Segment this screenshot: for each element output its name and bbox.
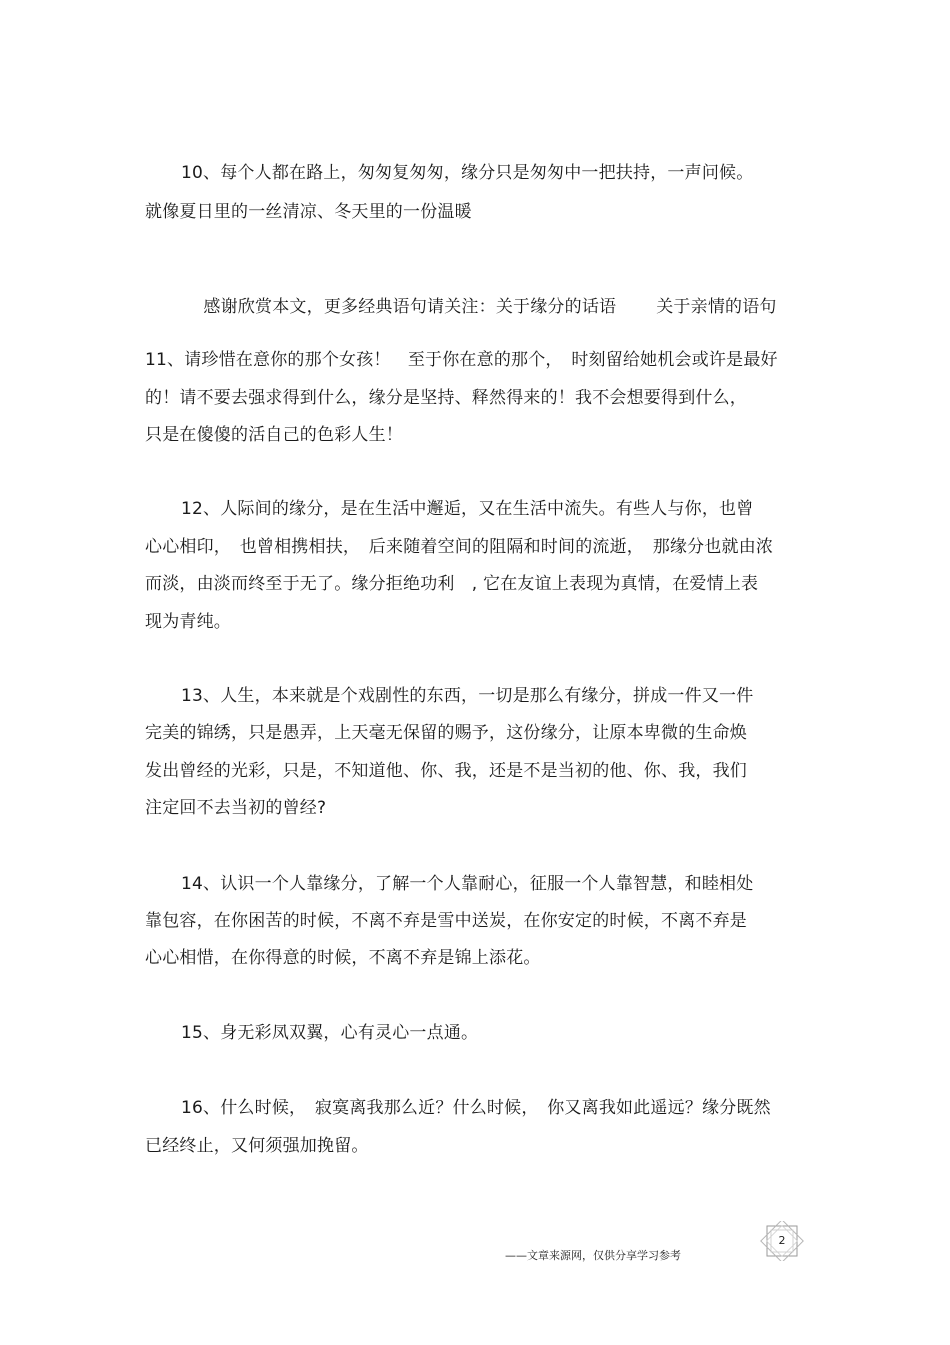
footer-source-note: ——文章来源网，仅供分享学习参考: [505, 1249, 681, 1262]
paragraph-13-line-1: 13、人生，本来就是个戏剧性的东西，一切是那么有缘分，拼成一件又一件: [181, 686, 754, 706]
paragraph-16-line-1: 16、什么时候， 寂寞离我那么近？什么时候， 你又离我如此遥远？缘分既然: [181, 1098, 771, 1118]
related-link-qinqing[interactable]: 关于亲情的语句: [656, 297, 777, 317]
paragraph-12-line-4: 现为青纯。: [145, 612, 231, 632]
thanks-text: 感谢欣赏本文，更多经典语句请关注：: [203, 297, 496, 317]
page-number-badge: [759, 1221, 805, 1261]
paragraph-12-line-3: 而淡，由淡而终至于无了。缘分拒绝功利 , 它在友谊上表现为真情，在爱情上表: [145, 574, 759, 594]
paragraph-16-line-2: 已经终止，又何须强加挽留。: [145, 1136, 369, 1156]
paragraph-10-line-1: 10、每个人都在路上，匆匆复匆匆，缘分只是匆匆中一把扶持，一声问候。: [181, 163, 754, 183]
page-number: 2: [778, 1234, 786, 1247]
paragraph-13-line-2: 完美的锦绣，只是愚弄，上天毫无保留的赐予，这份缘分，让原本卑微的生命焕: [145, 723, 747, 743]
paragraph-15-line-1: 15、身无彩凤双翼，心有灵心一点通。: [181, 1023, 479, 1043]
thanks-line: [181, 274, 777, 340]
paragraph-14-line-3: 心心相惜，在你得意的时候，不离不弃是锦上添花。: [145, 948, 541, 968]
related-link-yuanfen[interactable]: 关于缘分的话语: [495, 297, 617, 317]
paragraph-10-line-2: 就像夏日里的一丝清凉、冬天里的一份温暖: [145, 202, 472, 222]
paragraph-14-line-2: 靠包容，在你困苦的时候，不离不弃是雪中送炭，在你安定的时候，不离不弃是: [145, 911, 747, 931]
paragraph-12-line-2: 心心相印， 也曾相携相扶， 后来随着空间的阻隔和时间的流逝， 那缘分也就由浓: [145, 537, 774, 557]
paragraph-13-line-4: 注定回不去当初的曾经?: [145, 798, 327, 818]
paragraph-11-line-3: 只是在傻傻的活自己的色彩人生！: [145, 425, 403, 445]
paragraph-12-line-1: 12、人际间的缘分，是在生活中邂逅，又在生活中流失。有些人与你，也曾: [181, 499, 754, 519]
paragraph-11-line-2: 的！请不要去强求得到什么，缘分是坚持、释然得来的！我不会想要得到什么，: [145, 388, 747, 408]
paragraph-13-line-3: 发出曾经的光彩，只是，不知道他、你、我，还是不是当初的他、你、我，我们: [145, 761, 747, 781]
paragraph-11-line-1: 11、请珍惜在意你的那个女孩！ 至于你在意的那个， 时刻留给她机会或许是最好: [145, 350, 778, 370]
paragraph-14-line-1: 14、认识一个人靠缘分，了解一个人靠耐心，征服一个人靠智慧，和睦相处: [181, 874, 754, 894]
